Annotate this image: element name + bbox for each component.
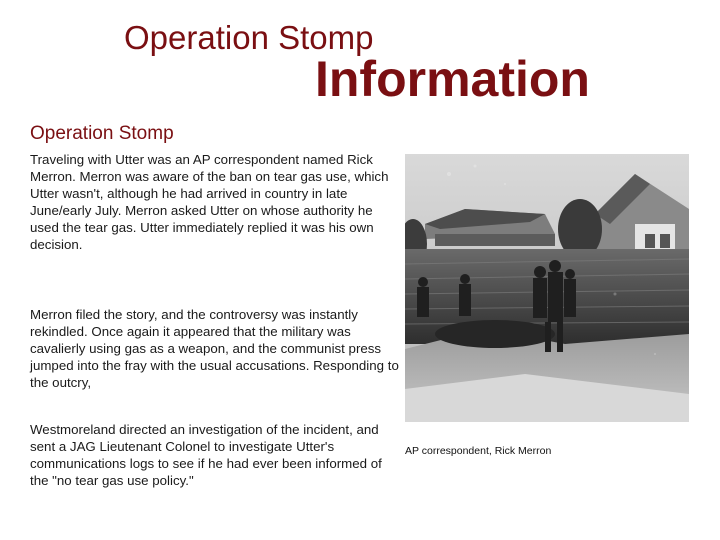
photo-caption: AP correspondent, Rick Merron (405, 445, 552, 457)
title-line-2: Information (315, 51, 590, 107)
title-line-1: Operation Stomp (124, 19, 374, 56)
photo-soldiers-village (405, 154, 689, 422)
paragraph-3: Westmoreland directed an investigation of the incident, and sent a JAG Lieutenant Colonel to investigate Utter's communications logs to see if he had ever been informed of the "no tear gas use policy." (30, 422, 382, 488)
section-heading: Operation Stomp (30, 123, 174, 144)
paragraph-1: Traveling with Utter was an AP correspondent named Rick Merron. Merron was aware of the ban on tear gas use, which Utter wasn't, although he had arrived in country in late June/early July. Merron asked Utter on whose authority he used the tear gas. Utter immediately replied it was his own decision. (30, 152, 389, 252)
paragraph-2: Merron filed the story, and the controversy was instantly rekindled. Once again it appeared that the military was cavalierly using gas as a weapon, and the communist press jumped into the fray with the usual accusations. Responding to the outcry, (30, 307, 399, 390)
